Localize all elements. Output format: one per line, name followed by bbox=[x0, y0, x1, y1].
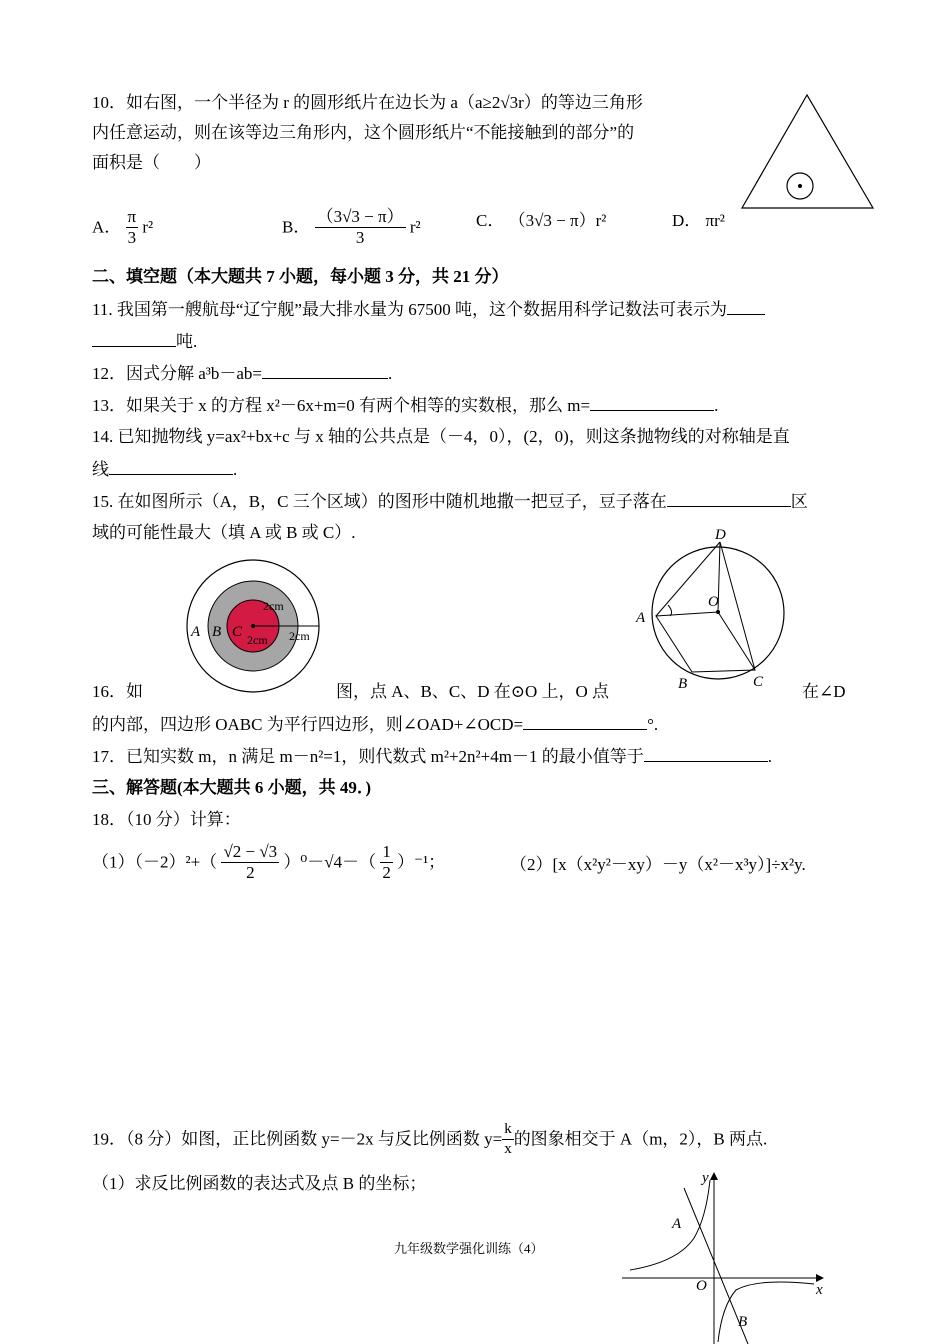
q16-part-a: 16．如 bbox=[92, 682, 143, 701]
q12-blank[interactable] bbox=[262, 362, 388, 379]
label-a: A bbox=[672, 1216, 682, 1232]
label-c: C bbox=[232, 624, 243, 640]
label-2cm-top: 2cm bbox=[263, 599, 284, 613]
label-o: O bbox=[708, 594, 719, 610]
center-o-dot bbox=[716, 610, 720, 614]
option-a-fraction: $\frac{\pi}{3}$ bbox=[127, 207, 137, 247]
q10-line2: 内任意运动，则在该等边三角形内，这个圆形纸片“不能接触到的部分”的 bbox=[92, 123, 635, 142]
q16-part-b: 图，点 A、B、C、D 在⊙O 上，O 点 bbox=[336, 682, 610, 701]
q18-part2: （2）[x（x²y²－xy）－y（x²－x³y）]÷x²y. bbox=[510, 855, 806, 874]
label-a: A bbox=[191, 624, 201, 640]
q11-line1: 11. 我国第一艘航母“辽宁舰”最大排水量为 67500 吨，这个数据用科学记数法可表示为 bbox=[92, 298, 765, 321]
q15-line2: 域的可能性最大（填 A 或 B 或 C）. bbox=[92, 523, 356, 542]
section-3-heading: 三、解答题(本大题共 6 小题，共 49．) bbox=[92, 778, 372, 797]
q19-fraction: $\frac{k}{x}$ bbox=[504, 1121, 512, 1157]
hyperbola-branch-2 bbox=[630, 1180, 710, 1270]
q14-blank[interactable] bbox=[109, 458, 233, 475]
y-axis-arrow bbox=[710, 1172, 718, 1180]
label-a: A bbox=[636, 610, 646, 626]
segment-cd bbox=[720, 542, 755, 670]
q10-line3: 面积是（ ） bbox=[92, 153, 211, 172]
q15-line1: 15. 在如图所示（A，B，C 三个区域）的图形中随机地撒一把豆子，豆子落在 区 bbox=[92, 492, 808, 511]
triangle-figure bbox=[738, 90, 878, 214]
label-2cm-mid: 2cm bbox=[247, 633, 268, 647]
parallelogram-oabc bbox=[656, 612, 755, 672]
q10-option-c: C． （3√3 − π）r² bbox=[476, 211, 607, 230]
label-x: x bbox=[816, 1282, 823, 1298]
q10-line1: 10．如右图，一个半径为 r 的圆形纸片在边长为 a（a≥2√3r）的等边三角形 bbox=[92, 93, 643, 112]
q10-option-a: A． $\frac{\pi}{3}$ r² bbox=[92, 207, 154, 247]
q16-blank[interactable] bbox=[523, 713, 647, 730]
q16-line2: 的内部，四边形 OABC 为平行四边形，则∠OAD+∠OCD= °. bbox=[92, 715, 659, 734]
q15-blank[interactable] bbox=[667, 490, 791, 507]
q18-fraction-2: $\frac{1}{2}$ bbox=[382, 842, 391, 882]
circle-center-dot bbox=[798, 184, 802, 188]
angle-arc bbox=[668, 605, 672, 616]
q18-fraction-1: $\frac{√2 - √3}{2}$ bbox=[223, 842, 278, 882]
label-c: C bbox=[753, 674, 764, 690]
label-y: y bbox=[702, 1170, 709, 1186]
q18-heading: 18．（10 分）计算： bbox=[92, 810, 241, 829]
label-d: D bbox=[715, 527, 726, 543]
q19-line1: 19．（8 分）如图，正比例函数 y=－2x 与反比例函数 y= $\frac{k}{x}$ 的图象相交于 A（m，2），B 两点. bbox=[92, 1121, 768, 1157]
section-2-heading: 二、填空题（本大题共 7 小题，每小题 3 分，共 21 分） bbox=[92, 267, 509, 286]
function-graph bbox=[618, 1166, 832, 1344]
option-b-fraction: $\frac{(3√3 - \pi)}{3}$ bbox=[316, 207, 404, 247]
q17: 17．已知实数 m，n 满足 m－n²=1，则代数式 m²+2n²+4m－1 的最小值等于 . bbox=[92, 747, 772, 766]
equilateral-triangle bbox=[742, 95, 873, 208]
q10-option-d: D． πr² bbox=[672, 211, 725, 230]
q12: 12．因式分解 a³b－ab= . bbox=[92, 364, 393, 383]
q13: 13．如果关于 x 的方程 x²－6x+m=0 有两个相等的实数根，那么 m= . bbox=[92, 396, 719, 415]
label-b: B bbox=[678, 676, 688, 692]
page-footer: 九年级数学强化训练（4） bbox=[394, 1241, 544, 1256]
q16-part-c: 在∠D bbox=[802, 682, 846, 701]
label-b: B bbox=[738, 1314, 748, 1330]
q17-blank[interactable] bbox=[644, 745, 768, 762]
x-axis-arrow bbox=[816, 1274, 824, 1282]
q11-blank-a[interactable] bbox=[727, 298, 765, 315]
label-o: O bbox=[696, 1278, 707, 1294]
target-figure bbox=[183, 558, 323, 694]
label-2cm-right: 2cm bbox=[289, 629, 310, 643]
q13-blank[interactable] bbox=[590, 394, 714, 411]
q18-part1: （1）（－2）²+（ $\frac{√2 - √3}{2}$ ）⁰－√4－（ $\frac{1}{2}$ ）⁻¹； bbox=[92, 842, 446, 882]
q11-blank-b[interactable] bbox=[92, 330, 176, 347]
hyperbola-branch-4 bbox=[718, 1282, 814, 1342]
q10-option-b: B． $\frac{(3√3 - \pi)}{3}$ r² bbox=[282, 207, 421, 247]
q14-line1: 14. 已知抛物线 y=ax²+bx+c 与 x 轴的公共点是（－4，0），(2，0)，则这条抛物线的对称轴是直 bbox=[92, 427, 790, 446]
circle-abcd-figure bbox=[632, 522, 802, 694]
q14-line2: 线 . bbox=[92, 460, 238, 479]
q11-line2: 吨. bbox=[92, 330, 197, 353]
q19-part1: （1）求反比例函数的表达式及点 B 的坐标； bbox=[92, 1174, 427, 1193]
label-b: B bbox=[212, 624, 222, 640]
